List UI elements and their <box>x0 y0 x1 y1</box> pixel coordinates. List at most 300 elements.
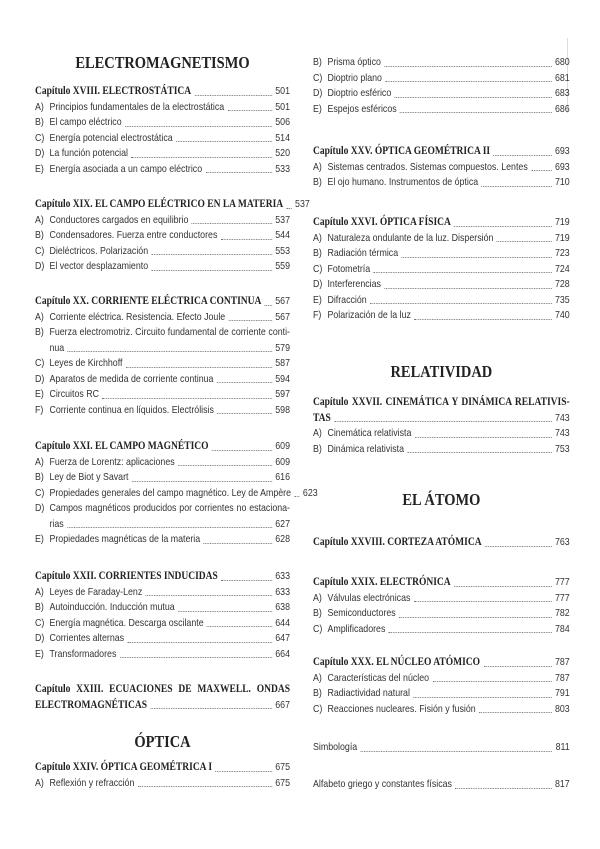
entry-title: Capítulo XXX. EL NÚCLEO ATÓMICO <box>313 656 481 668</box>
page-number: 743 <box>554 428 570 439</box>
entry-title: TAS <box>313 411 331 424</box>
chapter-title-cont[interactable] <box>313 411 570 427</box>
section-letter: B) <box>313 57 322 68</box>
chapter-title[interactable] <box>313 575 570 591</box>
dot-leader <box>479 712 551 713</box>
section-letter: B) <box>35 327 44 338</box>
section-letter: C) <box>35 245 45 257</box>
chapter-block <box>35 682 290 713</box>
section-entry[interactable] <box>35 616 290 632</box>
entry-title: Capítulo XXIV. ÓPTICA GEOMÉTRICA I <box>35 761 213 773</box>
section-entry[interactable] <box>35 600 290 616</box>
dot-leader <box>150 708 271 709</box>
dot-leader <box>482 186 552 187</box>
section-entry[interactable] <box>35 372 290 388</box>
section-entry[interactable] <box>313 262 570 278</box>
page-number: 644 <box>275 617 290 629</box>
section-entry[interactable] <box>313 86 570 102</box>
section-letter: A) <box>35 777 44 789</box>
dot-leader <box>414 601 552 602</box>
entry-title: Energía potencial electrostática <box>49 132 173 144</box>
part-heading: RELATIVIDAD <box>390 362 493 381</box>
part-heading: ELECTROMAGNETISMO <box>75 53 250 72</box>
dot-leader <box>212 450 272 451</box>
entry-title: Capítulo XXVIII. CORTEZA ATÓMICA <box>313 536 482 548</box>
section-letter: B) <box>313 443 322 455</box>
entry-title: Capítulo XXIX. ELECTRÓNICA <box>313 576 451 588</box>
section-letter: B) <box>313 177 322 188</box>
entry-title: Capítulo XXII. CORRIENTES INDUCIDAS <box>35 570 218 582</box>
page-number: 740 <box>554 310 570 321</box>
section-letter: B) <box>313 608 322 619</box>
dot-leader <box>152 254 272 255</box>
section-entry[interactable] <box>313 102 570 118</box>
entry-title: Circuitos RC <box>49 389 100 400</box>
dot-leader <box>152 270 272 271</box>
page-number: 817 <box>554 779 570 790</box>
page-number: 623 <box>302 487 318 499</box>
dot-leader <box>216 771 272 772</box>
dot-leader <box>228 110 272 111</box>
entry-title: Principios fundamentales de la electrostática <box>49 101 225 113</box>
dot-leader <box>455 788 551 789</box>
entry-title: Reacciones nucleares. Fisión y fusión <box>327 703 476 715</box>
entry-title: Energía magnética. Descarga oscilante <box>49 617 204 629</box>
dot-leader <box>68 351 272 352</box>
entry-title: Propiedades generales del campo magnético. Ley de Ampère <box>49 487 292 499</box>
page-number: 559 <box>275 261 290 272</box>
page-number: 681 <box>554 72 570 84</box>
section-letter: A) <box>35 101 44 113</box>
entry-title: Capítulo XXI. EL CAMPO MAGNÉTICO <box>35 440 209 452</box>
chapter-block <box>35 294 290 418</box>
section-entry[interactable] <box>35 403 290 419</box>
section-letter: D) <box>313 279 323 290</box>
section-entry[interactable] <box>35 228 290 244</box>
dot-leader <box>494 155 552 156</box>
entry-title: Dioptrio esférico <box>327 88 392 99</box>
entry-title: Fuerza electromotriz. Circuito fundamental de corriente conti- <box>49 327 291 338</box>
chapter-title[interactable] <box>35 760 290 776</box>
section-letter: B) <box>313 688 322 699</box>
dot-leader <box>395 97 552 98</box>
section-entry[interactable] <box>35 631 290 647</box>
section-entry[interactable] <box>313 231 570 247</box>
dot-leader <box>127 642 271 643</box>
entry-title: Radiación térmica <box>327 248 399 259</box>
section-letter: B) <box>313 248 322 259</box>
dot-leader <box>178 611 272 612</box>
section-letter: A) <box>35 456 44 468</box>
dot-leader <box>102 398 271 399</box>
entry-title: La función potencial <box>49 148 129 159</box>
section-entry[interactable] <box>313 671 570 687</box>
section-entry[interactable] <box>313 426 570 442</box>
page-number: 501 <box>275 101 290 113</box>
entry-title: Alfabeto griego y constantes físicas <box>313 779 452 790</box>
chapter-block <box>313 215 570 324</box>
dot-leader <box>176 141 272 142</box>
section-letter: D) <box>313 88 323 99</box>
entry-title: Autoinducción. Inducción mutua <box>49 602 175 613</box>
dot-leader <box>204 543 272 544</box>
section-letter: E) <box>35 648 44 660</box>
section-entry[interactable] <box>313 442 570 458</box>
dot-leader <box>384 288 551 289</box>
section-entry[interactable] <box>35 115 290 131</box>
part-heading-block <box>313 490 570 510</box>
page-number: 594 <box>275 373 290 385</box>
dot-leader <box>385 81 551 82</box>
page-number: 719 <box>554 217 570 228</box>
page-number: 647 <box>275 633 290 644</box>
section-entry[interactable] <box>313 622 570 638</box>
dot-leader <box>178 465 272 466</box>
page-number: 633 <box>275 586 290 598</box>
section-entry[interactable] <box>35 387 290 403</box>
chapter-block <box>35 760 290 791</box>
section-letter: C) <box>313 623 323 635</box>
part-heading-block <box>35 53 290 73</box>
entry-title: Interferencias <box>327 279 381 290</box>
dot-leader <box>217 413 272 414</box>
page-number: 597 <box>275 389 290 400</box>
toc-entry[interactable] <box>313 740 570 756</box>
page-number: 675 <box>275 777 290 789</box>
entry-title: Ley de Biot y Savart <box>49 472 129 483</box>
section-letter: E) <box>35 534 44 545</box>
entry-title: Polarización de la luz <box>327 310 411 321</box>
section-entry[interactable] <box>313 175 570 191</box>
dot-leader <box>531 170 551 171</box>
entry-title: Dioptrio plano <box>327 72 382 84</box>
entry-title: Capítulo XVIII. ELECTROSTÁTICA <box>35 85 192 97</box>
entry-title: Semiconductores <box>327 608 396 619</box>
section-entry[interactable] <box>35 259 290 275</box>
entry-title: El campo eléctrico <box>49 117 122 128</box>
section-entry[interactable] <box>35 647 290 663</box>
chapter-block <box>313 777 570 793</box>
section-letter: D) <box>35 148 45 159</box>
entry-title: Fuerza de Lorentz: aplicaciones <box>49 456 175 468</box>
page-number: 544 <box>275 230 290 241</box>
entry-title: Amplificadores <box>327 623 386 635</box>
chapter-block <box>313 535 570 551</box>
section-letter: B) <box>35 602 44 613</box>
page-number: 686 <box>554 103 570 115</box>
section-entry-cont[interactable] <box>35 341 290 357</box>
page-number: 627 <box>275 518 290 530</box>
section-letter: D) <box>35 261 45 272</box>
chapter-block <box>35 197 310 275</box>
section-letter: A) <box>35 311 44 323</box>
dot-leader <box>399 617 551 618</box>
section-entry[interactable] <box>35 455 290 471</box>
dot-leader <box>265 305 272 306</box>
section-entry[interactable] <box>35 585 290 601</box>
chapter-title[interactable] <box>35 569 290 585</box>
dot-leader <box>125 126 272 127</box>
page-number: 782 <box>554 608 570 619</box>
entry-title: Fotometría <box>327 263 371 275</box>
entry-title: Dieléctricos. Polarización <box>49 245 149 257</box>
section-letter: E) <box>313 294 322 306</box>
dot-leader <box>131 157 271 158</box>
section-letter: C) <box>313 72 323 84</box>
dot-leader <box>334 421 551 422</box>
section-entry[interactable] <box>35 356 290 372</box>
section-entry[interactable] <box>313 606 570 622</box>
page-number: 680 <box>554 57 570 68</box>
entry-title: Sistemas centrados. Sistemas compuestos. Lentes <box>327 161 528 173</box>
chapter-block <box>35 439 318 548</box>
entry-title: Propiedades magnéticas de la materia <box>49 534 201 545</box>
page-number: 628 <box>275 534 290 545</box>
dot-leader <box>432 681 551 682</box>
entry-title: Campos magnéticos producidos por corrientes no estaciona- <box>49 503 291 514</box>
section-entry[interactable] <box>313 293 570 309</box>
entry-title: Aparatos de medida de corriente continua <box>49 373 214 385</box>
chapter-block <box>313 395 570 457</box>
section-letter: C) <box>313 263 323 275</box>
page-number: 787 <box>554 657 570 668</box>
dot-leader <box>120 657 272 658</box>
section-letter: C) <box>35 132 45 144</box>
dot-leader <box>384 66 551 67</box>
page-number: 811 <box>555 742 570 753</box>
chapter-block <box>313 55 570 117</box>
chapter-title[interactable] <box>35 294 290 310</box>
dot-leader <box>206 172 272 173</box>
dot-leader <box>195 95 272 96</box>
dot-leader <box>485 546 552 547</box>
section-entry[interactable] <box>313 277 570 293</box>
page-number: 787 <box>554 672 570 684</box>
section-letter: E) <box>35 163 44 175</box>
entry-title: Capítulo XX. CORRIENTE ELÉCTRICA CONTINUA <box>35 295 262 307</box>
page-number: 719 <box>554 232 570 244</box>
entry-title: Leyes de Faraday-Lenz <box>49 586 143 598</box>
entry-title: Corrientes alternas <box>49 633 125 644</box>
dot-leader <box>67 527 272 528</box>
dot-leader <box>217 382 272 383</box>
page-number: 723 <box>554 248 570 259</box>
page-number: 777 <box>554 592 570 604</box>
page-number: 763 <box>554 537 570 548</box>
section-entry[interactable] <box>35 776 290 792</box>
entry-title: Capítulo XXVII. CINEMÁTICA Y DINÁMICA RELATIVIS- <box>313 396 570 408</box>
entry-title: Espejos esféricos <box>327 103 397 115</box>
page-number: 638 <box>275 602 290 613</box>
page-number: 693 <box>554 161 570 173</box>
chapter-block <box>313 575 570 637</box>
section-letter: A) <box>35 586 44 598</box>
section-letter: F) <box>35 404 44 416</box>
page-number: 567 <box>275 311 290 323</box>
page-number: 537 <box>275 214 290 226</box>
dot-leader <box>221 580 272 581</box>
section-entry[interactable] <box>35 162 290 178</box>
entry-title: Cinemática relativista <box>327 428 412 439</box>
part-heading-block <box>313 362 570 382</box>
dot-leader <box>207 626 272 627</box>
section-entry[interactable] <box>313 71 570 87</box>
entry-title: Transformadores <box>49 648 117 660</box>
page-number: 506 <box>275 117 290 128</box>
page-number: 791 <box>554 688 570 699</box>
page-number: 567 <box>275 296 290 307</box>
section-entry[interactable] <box>35 470 290 486</box>
chapter-title[interactable] <box>313 144 570 160</box>
section-entry[interactable] <box>35 131 290 147</box>
dot-leader <box>138 786 272 787</box>
page-number: 753 <box>554 443 570 455</box>
dot-leader <box>414 319 551 320</box>
section-letter: A) <box>35 214 44 226</box>
chapter-title[interactable] <box>313 535 570 551</box>
page-number: 533 <box>275 163 290 175</box>
entry-title: Prisma óptico <box>327 57 381 68</box>
page-number: 693 <box>554 146 570 157</box>
section-entry[interactable] <box>313 308 570 324</box>
entry-title: Condensadores. Fuerza entre conductores <box>49 230 218 241</box>
dot-leader <box>146 595 272 596</box>
page-number: 633 <box>275 571 290 582</box>
entry-title: Conductores cargados en equilibrio <box>49 214 189 226</box>
section-entry[interactable] <box>313 55 570 71</box>
dot-leader <box>361 751 553 752</box>
section-entry[interactable] <box>35 146 290 162</box>
entry-title: Reflexión y refracción <box>49 777 135 789</box>
part-heading: EL ÁTOMO <box>402 490 481 509</box>
entry-title: Capítulo XXVI. ÓPTICA FÍSICA <box>313 216 451 228</box>
section-letter: A) <box>313 592 322 604</box>
section-letter: D) <box>35 633 45 644</box>
section-letter: A) <box>313 232 322 244</box>
section-letter: D) <box>35 373 45 385</box>
section-entry[interactable] <box>313 686 570 702</box>
entry-title: Radiactividad natural <box>327 688 410 699</box>
section-entry[interactable] <box>35 501 290 517</box>
section-entry[interactable] <box>35 325 290 341</box>
section-entry[interactable] <box>313 160 570 176</box>
page-number: 609 <box>275 441 290 452</box>
dot-leader <box>413 697 551 698</box>
entry-title: Capítulo XIX. EL CAMPO ELÉCTRICO EN LA MATERIA <box>35 198 284 210</box>
chapter-title[interactable] <box>35 682 290 698</box>
section-entry[interactable] <box>35 532 290 548</box>
dot-leader <box>132 481 272 482</box>
page-number: 683 <box>554 88 570 99</box>
dot-leader <box>497 241 552 242</box>
section-entry-cont[interactable] <box>35 517 290 533</box>
entry-title: Energía asociada a un campo eléctrico <box>49 163 203 175</box>
section-entry[interactable] <box>35 244 290 260</box>
dot-leader <box>192 223 272 224</box>
entry-title: Capítulo XXV. ÓPTICA GEOMÉTRICA II <box>313 145 491 157</box>
page-number: 784 <box>554 623 570 635</box>
page-number: 667 <box>275 699 290 711</box>
dot-leader <box>483 666 551 667</box>
entry-title: Leyes de Kirchhoff <box>49 358 123 369</box>
entry-title: Corriente eléctrica. Resistencia. Efecto Joule <box>49 311 226 323</box>
dot-leader <box>400 112 551 113</box>
section-entry[interactable] <box>313 246 570 262</box>
dot-leader <box>294 496 299 497</box>
page-number: 501 <box>275 86 290 97</box>
part-heading: ÓPTICA <box>134 732 191 751</box>
section-letter: E) <box>35 389 44 400</box>
entry-title: Válvulas electrónicas <box>327 592 411 604</box>
dot-leader <box>126 367 272 368</box>
section-entry[interactable] <box>35 310 290 326</box>
chapter-title[interactable] <box>35 197 310 213</box>
page-number: 579 <box>275 342 290 354</box>
entry-title: Naturaleza ondulante de la luz. Dispersión <box>327 232 494 244</box>
entry-title: ELECTROMAGNÉTICAS <box>35 698 148 711</box>
section-letter: B) <box>35 472 44 483</box>
section-entry[interactable] <box>35 100 290 116</box>
page-number: 710 <box>554 177 570 188</box>
entry-title: El ojo humano. Instrumentos de óptica <box>327 177 479 188</box>
entry-title: nua <box>49 342 65 354</box>
page-number: 514 <box>275 132 290 144</box>
page-number: 728 <box>554 279 570 290</box>
chapter-title-cont[interactable] <box>35 698 290 714</box>
chapter-title[interactable] <box>35 84 290 100</box>
page-number: 675 <box>275 762 290 773</box>
dot-leader <box>389 632 552 633</box>
chapter-title[interactable] <box>313 655 570 671</box>
dot-leader <box>221 239 272 240</box>
entry-title: Simbología <box>313 742 358 753</box>
page-number: 803 <box>554 703 570 715</box>
dot-leader <box>229 320 272 321</box>
chapter-title[interactable] <box>313 395 570 411</box>
chapter-title[interactable] <box>35 439 290 455</box>
section-entry[interactable] <box>313 702 570 718</box>
chapter-block <box>313 144 570 191</box>
dot-leader <box>415 437 552 438</box>
toc-entry[interactable] <box>313 777 570 793</box>
section-letter: F) <box>313 310 322 321</box>
section-letter: E) <box>313 103 322 115</box>
section-letter: D) <box>35 503 45 514</box>
section-entry[interactable] <box>35 213 290 229</box>
page-number: 616 <box>275 472 290 483</box>
section-letter: B) <box>35 117 44 128</box>
dot-leader <box>454 226 551 227</box>
entry-title: Corriente continua en líquidos. Electrólisis <box>49 404 214 416</box>
section-letter: C) <box>313 703 323 715</box>
section-entry[interactable] <box>313 591 570 607</box>
page-number: 735 <box>554 294 570 306</box>
entry-title: Capítulo XXIII. ECUACIONES DE MAXWELL. ONDAS <box>35 683 290 695</box>
entry-title: El vector desplazamiento <box>49 261 149 272</box>
page-number: 520 <box>275 148 290 159</box>
page-number: 609 <box>275 456 290 468</box>
entry-title: Dinámica relativista <box>327 443 405 455</box>
dot-leader <box>287 208 292 209</box>
dot-leader <box>370 303 551 304</box>
page-number: 664 <box>275 648 290 660</box>
section-entry[interactable] <box>35 486 318 502</box>
page-number: 724 <box>554 263 570 275</box>
chapter-block <box>313 655 570 717</box>
page-number: 587 <box>275 358 290 369</box>
chapter-title[interactable] <box>313 215 570 231</box>
section-letter: A) <box>313 161 322 173</box>
